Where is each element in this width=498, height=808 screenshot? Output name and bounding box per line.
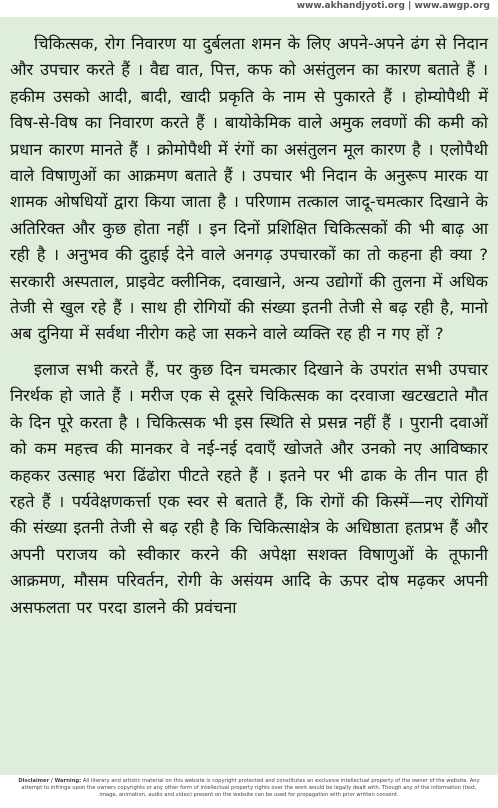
article-paragraph-2: इलाज सभी करते हैं, पर कुछ दिन चमत्कार दिखाने के उपरांत सभी उपचार निरर्थक हो जाते हैं । मरीज एक से दूसरे चिकित्सक का दरवाजा खटखटाते मौत के दिन पूरे करता है । चिकित्सक भी इस स्थिति से प्रसन्न नहीं हैं । पुरानी दवाओं को कम महत्त्व की मानकर वे नई-नई दवाएँ खोजते और उनको नए आविष्कार कहकर उत्साह भरा ढिंढोरा पीटते रहते हैं । इतने पर भी ढाक के तीन पात ही रहते हैं । पर्यवेक्षणकर्त्ता एक स्वर से बताते हैं, कि रोगों की किस्में—नए रोगियों की संख्या इतनी तेजी से बढ़ रही है कि चिकित्साक्षेत्र के अधिष्ठाता हतप्रभ हैं और अपनी पराजय को स्वीकार करने की अपेक्षा सशक्त विषाणुओं के तूफानी आक्रमण, मौसम परिवर्तन, रोगी के असंयम आदि के ऊपर दोष मढ़कर अपनी असफलता पर परदा डालने की प्रवंचना <box>10 359 488 617</box>
article-panel <box>0 17 498 775</box>
website-links[interactable]: www.akhandjyoti.org | www.awgp.org <box>296 1 490 11</box>
article-paragraph-1: चिकित्सक, रोग निवारण या दुर्बलता शमन के लिए अपने-अपने ढंग से निदान और उपचार करते हैं । वैद्य वात, पित्त, कफ को असंतुलन का कारण बताते हैं । हकीम उसको आदी, बादी, खादी प्रकृति के नाम से पुकारते हैं । होम्योपैथी में विष-से-विष का निवारण करते हैं । बायोकेमिक वाले अमुक लवणों की कमी को प्रधान कारण मानते हैं । क्रोमोपैथी में रंगों का असंतुलन मूल कारण है । एलोपैथी वाले विषाणुओं का आक्रमण बताते हैं । उपचार भी निदान के अनुरूप मारक या शामक ओषधियों द्वारा किया जाता है । परिणाम तत्काल जादू-चमत्कार दिखाने के अतिरिक्त और कुछ होता नहीं । इन दिनों प्रशिक्षित चिकित्सकों की भी बाढ़ आ रही है । अनुभव की दुहाई देने वाले अनगढ़ उपचारकों का तो कहना ही क्या ? सरकारी अस्पताल, प्राइवेट क्लीनिक, दवाखाने, अन्य उद्योगों की तुलना में अधिक तेजी से खुल रहे हैं । साथ ही रोगियों की संख्या इतनी तेजी से बढ़ रही है, मानो अब दुनिया में सर्वथा नीरोग कहे जा सकने वाले व्यक्ति रह ही न गए हों ? <box>10 34 488 344</box>
disclaimer-text: All literary and artistic material on this website is copyright protected and constitutes an exclusive intellectual property of the owner of the website. Any attempt to infringe upon the owners copyrights or any other form of intellectual property rights over the work would be legally dealt with. Though any of the information (text, image, animation, audio and video) present on the website can be used for propagation with prior written consent. <box>21 778 480 798</box>
disclaimer-label: Disclaimer / Warning: <box>18 778 82 784</box>
site-header <box>0 0 498 14</box>
disclaimer-footer <box>0 776 498 808</box>
